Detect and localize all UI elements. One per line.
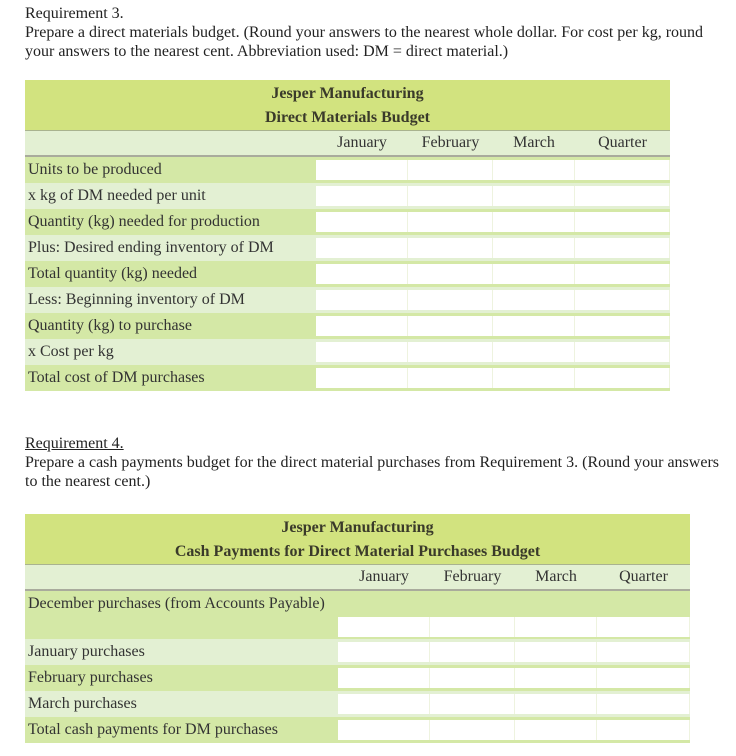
total-cost-of-dm-purchases-march-input[interactable] bbox=[493, 368, 575, 388]
cell-february bbox=[430, 639, 515, 665]
cell-quarter bbox=[575, 339, 670, 365]
less-beginning-inventory-of-dm-january-input[interactable] bbox=[316, 290, 408, 310]
march-purchases-february-input[interactable] bbox=[430, 694, 515, 714]
cell-quarter bbox=[575, 287, 670, 313]
cell-february bbox=[408, 235, 493, 261]
cell-january bbox=[316, 313, 408, 339]
cell-february bbox=[430, 591, 515, 639]
row-label: x kg of DM needed per unit bbox=[28, 187, 206, 204]
table-row bbox=[25, 287, 670, 313]
row-label: Plus: Desired ending inventory of DM bbox=[28, 239, 274, 256]
total-cost-of-dm-purchases-quarter-input[interactable] bbox=[575, 368, 670, 388]
table-row bbox=[25, 665, 690, 691]
cell-march bbox=[493, 313, 575, 339]
x-cost-per-kg-quarter-input[interactable] bbox=[575, 342, 670, 362]
x-kg-of-dm-needed-per-unit-quarter-input[interactable] bbox=[575, 186, 670, 206]
row-label: January purchases bbox=[28, 643, 145, 660]
company-name: Jesper Manufacturing bbox=[271, 85, 424, 102]
february-purchases-january-input[interactable] bbox=[338, 668, 430, 688]
cell-january bbox=[316, 365, 408, 391]
x-cost-per-kg-january-input[interactable] bbox=[316, 342, 408, 362]
march-purchases-quarter-input[interactable] bbox=[597, 694, 690, 714]
january-purchases-march-input[interactable] bbox=[515, 642, 597, 662]
total-quantity-kg-needed-march-input[interactable] bbox=[493, 264, 575, 284]
row-label: x Cost per kg bbox=[28, 343, 114, 360]
cell-january bbox=[316, 209, 408, 235]
march-purchases-march-input[interactable] bbox=[515, 694, 597, 714]
cell-march bbox=[515, 665, 597, 691]
cell-march bbox=[493, 235, 575, 261]
cell-january bbox=[316, 157, 408, 183]
row-label: Quantity (kg) to purchase bbox=[28, 317, 192, 334]
requirement-4 bbox=[25, 434, 725, 491]
quantity-kg-to-purchase-march-input[interactable] bbox=[493, 316, 575, 336]
cash-payments-budget-table bbox=[25, 514, 690, 743]
cell-february bbox=[408, 313, 493, 339]
cell-quarter bbox=[575, 313, 670, 339]
column-header-quarter: Quarter bbox=[598, 134, 647, 151]
units-to-be-produced-january-input[interactable] bbox=[316, 160, 408, 180]
total-quantity-kg-needed-quarter-input[interactable] bbox=[575, 264, 670, 284]
cell-quarter bbox=[597, 717, 690, 743]
row-label: Total quantity (kg) needed bbox=[28, 265, 198, 282]
cell-january bbox=[338, 665, 430, 691]
cell-march bbox=[515, 591, 597, 639]
total-cost-of-dm-purchases-february-input[interactable] bbox=[408, 368, 493, 388]
january-purchases-january-input[interactable] bbox=[338, 642, 430, 662]
plus-desired-ending-inventory-of-dm-january-input[interactable] bbox=[316, 238, 408, 258]
row-label: February purchases bbox=[28, 669, 153, 686]
x-cost-per-kg-march-input[interactable] bbox=[493, 342, 575, 362]
x-kg-of-dm-needed-per-unit-january-input[interactable] bbox=[316, 186, 408, 206]
february-purchases-march-input[interactable] bbox=[515, 668, 597, 688]
march-purchases-january-input[interactable] bbox=[338, 694, 430, 714]
column-header-january: January bbox=[337, 134, 387, 151]
cell-february bbox=[430, 665, 515, 691]
cell-march bbox=[493, 157, 575, 183]
column-header-february: February bbox=[443, 568, 502, 585]
table-row bbox=[25, 639, 690, 665]
cell-february bbox=[408, 339, 493, 365]
total-cash-payments-for-dm-purchases-february-input[interactable] bbox=[430, 720, 515, 740]
row-label: March purchases bbox=[28, 695, 137, 712]
units-to-be-produced-march-input[interactable] bbox=[493, 160, 575, 180]
requirement-4-instruction: Prepare a cash payments budget for the direct material purchases from Requirement 3. (Round your answers to the nearest cent.) bbox=[25, 454, 719, 490]
january-purchases-february-input[interactable] bbox=[430, 642, 515, 662]
table-row bbox=[25, 209, 670, 235]
cell-march bbox=[493, 287, 575, 313]
december-purchases-from-accounts-payable-quarter-input[interactable] bbox=[597, 617, 690, 637]
cell-february bbox=[408, 183, 493, 209]
x-kg-of-dm-needed-per-unit-february-input[interactable] bbox=[408, 186, 493, 206]
table-row bbox=[25, 339, 670, 365]
cell-january bbox=[338, 639, 430, 665]
direct-materials-budget-table bbox=[25, 80, 670, 391]
quantity-kg-to-purchase-january-input[interactable] bbox=[316, 316, 408, 336]
cell-january bbox=[338, 717, 430, 743]
x-kg-of-dm-needed-per-unit-march-input[interactable] bbox=[493, 186, 575, 206]
cell-january bbox=[316, 287, 408, 313]
row-label: Total cash payments for DM purchases bbox=[28, 721, 278, 738]
plus-desired-ending-inventory-of-dm-march-input[interactable] bbox=[493, 238, 575, 258]
cell-february bbox=[408, 261, 493, 287]
cell-february bbox=[408, 365, 493, 391]
quantity-kg-needed-for-production-january-input[interactable] bbox=[316, 212, 408, 232]
cell-march bbox=[515, 717, 597, 743]
cell-quarter bbox=[575, 209, 670, 235]
row-label: December purchases (from Accounts Payable) bbox=[28, 595, 325, 612]
table-row bbox=[25, 591, 690, 639]
cell-january bbox=[316, 261, 408, 287]
less-beginning-inventory-of-dm-february-input[interactable] bbox=[408, 290, 493, 310]
cell-march bbox=[493, 209, 575, 235]
table-row bbox=[25, 717, 690, 743]
cell-february bbox=[408, 287, 493, 313]
cell-january bbox=[338, 591, 430, 639]
column-header-row bbox=[25, 564, 690, 591]
column-header-january: January bbox=[359, 568, 409, 585]
quantity-kg-needed-for-production-february-input[interactable] bbox=[408, 212, 493, 232]
cell-quarter bbox=[575, 365, 670, 391]
table-header-band bbox=[25, 514, 690, 564]
january-purchases-quarter-input[interactable] bbox=[597, 642, 690, 662]
requirement-3-instruction: Prepare a direct materials budget. (Round your answers to the nearest whole dollar. For cost per kg, round your answers to the nearest cent. Abbreviation used: DM = direct material.) bbox=[25, 24, 704, 60]
quantity-kg-needed-for-production-march-input[interactable] bbox=[493, 212, 575, 232]
cell-march bbox=[493, 183, 575, 209]
cell-march bbox=[515, 639, 597, 665]
total-cash-payments-for-dm-purchases-january-input[interactable] bbox=[338, 720, 430, 740]
total-quantity-kg-needed-january-input[interactable] bbox=[316, 264, 408, 284]
february-purchases-quarter-input[interactable] bbox=[597, 668, 690, 688]
cell-quarter bbox=[575, 235, 670, 261]
table-row bbox=[25, 691, 690, 717]
row-label: Units to be produced bbox=[28, 161, 162, 178]
total-quantity-kg-needed-february-input[interactable] bbox=[408, 264, 493, 284]
total-cost-of-dm-purchases-january-input[interactable] bbox=[316, 368, 408, 388]
column-header-march: March bbox=[513, 134, 555, 151]
table-header-band bbox=[25, 80, 670, 130]
less-beginning-inventory-of-dm-quarter-input[interactable] bbox=[575, 290, 670, 310]
cell-march bbox=[493, 365, 575, 391]
quantity-kg-to-purchase-february-input[interactable] bbox=[408, 316, 493, 336]
cell-march bbox=[515, 691, 597, 717]
requirement-3-title: Requirement 3. bbox=[25, 5, 124, 22]
column-header-february: February bbox=[421, 134, 480, 151]
cell-quarter bbox=[597, 639, 690, 665]
december-purchases-from-accounts-payable-february-input[interactable] bbox=[430, 617, 515, 637]
table-row bbox=[25, 235, 670, 261]
cell-march bbox=[493, 339, 575, 365]
cell-january bbox=[316, 183, 408, 209]
column-header-blank bbox=[25, 565, 338, 589]
december-purchases-from-accounts-payable-january-input[interactable] bbox=[338, 617, 430, 637]
cell-january bbox=[316, 235, 408, 261]
december-purchases-from-accounts-payable-march-input[interactable] bbox=[515, 617, 597, 637]
cell-february bbox=[408, 209, 493, 235]
cell-quarter bbox=[597, 691, 690, 717]
table-row bbox=[25, 157, 670, 183]
table-row bbox=[25, 261, 670, 287]
cell-january bbox=[316, 339, 408, 365]
column-header-row bbox=[25, 130, 670, 157]
column-header-quarter: Quarter bbox=[619, 568, 668, 585]
row-label: Quantity (kg) needed for production bbox=[28, 213, 260, 230]
row-label: Total cost of DM purchases bbox=[28, 369, 205, 386]
column-header-march: March bbox=[535, 568, 577, 585]
february-purchases-february-input[interactable] bbox=[430, 668, 515, 688]
table-row bbox=[25, 313, 670, 339]
budget-title: Direct Materials Budget bbox=[265, 109, 430, 126]
less-beginning-inventory-of-dm-march-input[interactable] bbox=[493, 290, 575, 310]
row-label: Less: Beginning inventory of DM bbox=[28, 291, 245, 308]
cell-quarter bbox=[575, 261, 670, 287]
cell-february bbox=[430, 717, 515, 743]
total-cash-payments-for-dm-purchases-quarter-input[interactable] bbox=[597, 720, 690, 740]
budget-title: Cash Payments for Direct Material Purchases Budget bbox=[174, 543, 541, 560]
cell-january bbox=[338, 691, 430, 717]
cell-quarter bbox=[597, 591, 690, 639]
table-row bbox=[25, 365, 670, 391]
cell-quarter bbox=[597, 665, 690, 691]
quantity-kg-needed-for-production-quarter-input[interactable] bbox=[575, 212, 670, 232]
x-cost-per-kg-february-input[interactable] bbox=[408, 342, 493, 362]
plus-desired-ending-inventory-of-dm-quarter-input[interactable] bbox=[575, 238, 670, 258]
plus-desired-ending-inventory-of-dm-february-input[interactable] bbox=[408, 238, 493, 258]
units-to-be-produced-quarter-input[interactable] bbox=[575, 160, 670, 180]
requirement-3 bbox=[25, 4, 725, 61]
requirement-4-title: Requirement 4. bbox=[25, 435, 124, 452]
cell-february bbox=[430, 691, 515, 717]
total-cash-payments-for-dm-purchases-march-input[interactable] bbox=[515, 720, 597, 740]
company-name: Jesper Manufacturing bbox=[281, 519, 434, 536]
cell-quarter bbox=[575, 157, 670, 183]
table-row bbox=[25, 183, 670, 209]
column-header-blank bbox=[25, 131, 316, 155]
cell-march bbox=[493, 261, 575, 287]
cell-february bbox=[408, 157, 493, 183]
units-to-be-produced-february-input[interactable] bbox=[408, 160, 493, 180]
quantity-kg-to-purchase-quarter-input[interactable] bbox=[575, 316, 670, 336]
cell-quarter bbox=[575, 183, 670, 209]
